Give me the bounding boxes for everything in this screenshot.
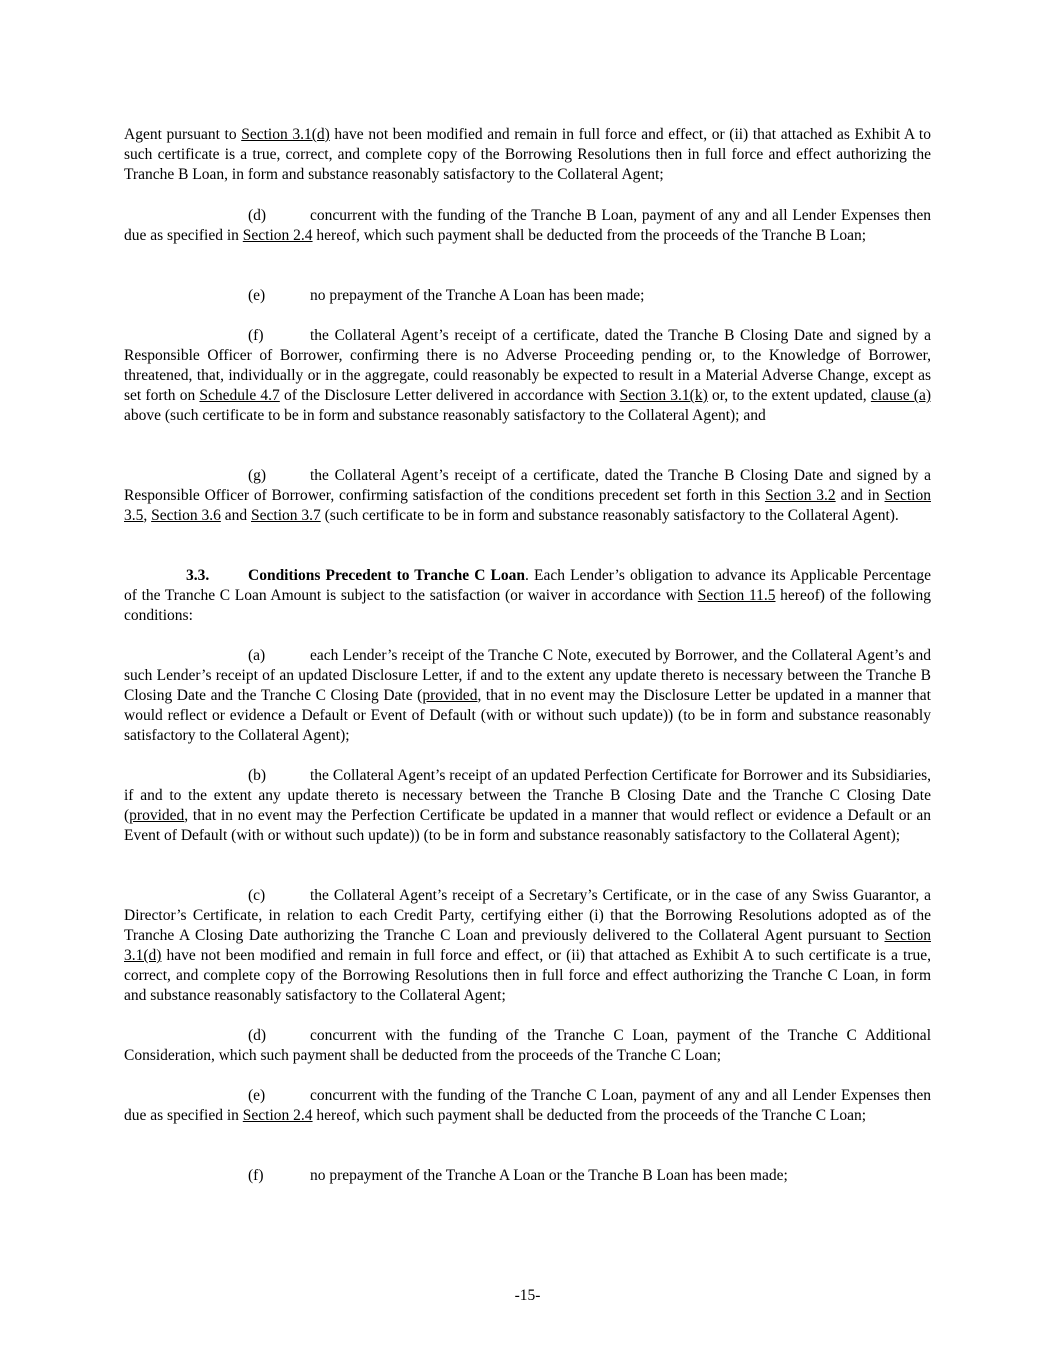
text: (such certificate to be in form and substance reasonably satisfactory to the Collateral Agent).	[320, 507, 899, 524]
clause-a-tranche-c	[124, 646, 931, 746]
section-reference: Section 3.7	[251, 507, 321, 524]
provided-term: provided	[129, 807, 185, 824]
section-reference: Section 3.1(d)	[241, 126, 330, 143]
section-number: 3.3.	[186, 567, 210, 584]
text: the Collateral Agent’s receipt of a Secretary’s Certificate, or in the case of any Swiss Guarantor, a Director’s Certificate, in relation to each Credit Party, certifying either (i) that the Borrowing Resolutions adopted as of the Tranche A Closing Date authorizing the Tranche C Loan and previously delivered to the Collateral Agent pursuant to	[124, 887, 931, 944]
text: concurrent with the funding of the Tranche C Loan, payment of any and all Lender Expenses then due as specified in	[124, 1087, 931, 1124]
text: each Lender’s receipt of the Tranche C Note, executed by Borrower, and the Collateral Agent’s and such Lender’s receipt of an updated Disclosure Letter, if and to the extent any update thereto is necessary between the Tranche B Closing Date and the Tranche C Closing Date (	[124, 647, 931, 704]
schedule-reference: Schedule 4.7	[199, 387, 280, 404]
text: of the Disclosure Letter delivered in accordance with	[279, 387, 620, 404]
text: , that in no event may the Perfection Certificate be updated in a manner that would reflect or evidence a Default or an Event of Default (with or without such update)) (to be in form and substance reasonably satisfactory to the Collateral Agent);	[124, 807, 931, 844]
clause-f-tranche-b	[124, 326, 931, 426]
text: . Each Lender’s obligation to advance its Applicable Percentage of the Tranche C Loan Amount is subject to the satisfaction (or waiver in accordance with	[124, 567, 931, 604]
section-reference: Section 11.5	[697, 587, 776, 604]
clause-b-tranche-c	[124, 766, 931, 846]
text: no prepayment of the Tranche A Loan has been made;	[310, 287, 645, 304]
clause-e-tranche-b	[124, 286, 931, 306]
text: and in	[835, 487, 885, 504]
clause-e-tranche-c	[124, 1086, 931, 1126]
text: or, to the extent updated,	[707, 387, 871, 404]
section-reference: Section 3.1(k)	[619, 387, 708, 404]
clause-label: (e)	[248, 287, 266, 304]
text: no prepayment of the Tranche A Loan or the Tranche B Loan has been made;	[310, 1167, 788, 1184]
section-reference: Section 3.6	[151, 507, 221, 524]
clause-reference: clause (a)	[870, 387, 931, 404]
clause-label: (f)	[248, 1167, 264, 1184]
clause-c-tranche-c	[124, 886, 931, 1006]
clause-label: (d)	[248, 1027, 267, 1044]
text: Agent pursuant to	[124, 126, 242, 143]
text: the Collateral Agent’s receipt of an updated Perfection Certificate for Borrower and its Subsidiaries, if and to the extent any update thereto is necessary between the Tranche B Closing Date and the Tranche C Closing Date (	[124, 767, 931, 824]
section-reference: Section 3.5	[124, 487, 931, 524]
text: , that in no event may the Disclosure Letter be updated in a manner that would reflect or evidence a Default or Event of Default (with or without such update)) (to be in form and substance reasonably satisfactory to the Collateral Agent);	[124, 687, 931, 744]
text: have not been modified and remain in full force and effect, or (ii) that attached as Exhibit A to such certificate is a true, correct, and complete copy of the Borrowing Resolutions then in full force and effect authorizing the Tranche B Loan, in form and substance reasonably satisfactory to the Collateral Agent;	[124, 126, 931, 183]
clause-label: (b)	[248, 767, 267, 784]
provided-term: provided	[422, 687, 478, 704]
clause-label: (e)	[248, 1087, 266, 1104]
clause-d-tranche-c	[124, 1026, 931, 1066]
text: concurrent with the funding of the Tranche C Loan, payment of the Tranche C Additional Consideration, which such payment shall be deducted from the proceeds of the Tranche C Loan;	[124, 1027, 931, 1064]
section-3-3	[124, 566, 931, 626]
text: hereof, which such payment shall be deducted from the proceeds of the Tranche C Loan;	[312, 1107, 867, 1124]
clause-label: (c)	[248, 887, 266, 904]
clause-label: (f)	[248, 327, 264, 344]
section-reference: Section 3.1(d)	[124, 927, 931, 964]
clause-d-tranche-b	[124, 206, 931, 246]
paragraph-continued	[124, 125, 931, 185]
text: have not been modified and remain in full force and effect, or (ii) that attached as Exhibit A to such certificate is a true, correct, and complete copy of the Borrowing Resolutions then in full force and effect authorizing the Tranche C Loan, in form and substance reasonably satisfactory to the Collateral Agent;	[124, 947, 931, 1004]
text: the Collateral Agent’s receipt of a certificate, dated the Tranche B Closing Date and signed by a Responsible Officer of Borrower, confirming satisfaction of the conditions precedent set forth in this	[124, 467, 931, 504]
clause-f-tranche-c	[124, 1166, 931, 1186]
clause-label: (d)	[248, 207, 267, 224]
clause-label: (g)	[248, 467, 267, 484]
text: hereof) of the following conditions:	[124, 587, 931, 624]
text: hereof, which such payment shall be deducted from the proceeds of the Tranche B Loan;	[312, 227, 867, 244]
text: above (such certificate to be in form and substance reasonably satisfactory to the Collateral Agent); and	[124, 407, 766, 424]
text: the Collateral Agent’s receipt of a certificate, dated the Tranche B Closing Date and signed by a Responsible Officer of Borrower, confirming there is no Adverse Proceeding pending or, to the Knowledge of Borrower, threatened, that, individually or in the aggregate, could reasonably be expected to result in a Material Adverse Change, except as set forth on	[124, 327, 931, 404]
section-heading: Conditions Precedent to Tranche C Loan	[248, 567, 525, 584]
text: and	[220, 507, 252, 524]
clause-label: (a)	[248, 647, 266, 664]
section-reference: Section 3.2	[764, 487, 836, 504]
page-number: -15-	[514, 1287, 541, 1304]
section-reference: Section 2.4	[242, 1107, 313, 1124]
text: concurrent with the funding of the Tranche B Loan, payment of any and all Lender Expenses then due as specified in	[124, 207, 931, 244]
clause-g-tranche-b	[124, 466, 931, 526]
section-reference: Section 2.4	[242, 227, 313, 244]
text: ,	[143, 507, 152, 524]
